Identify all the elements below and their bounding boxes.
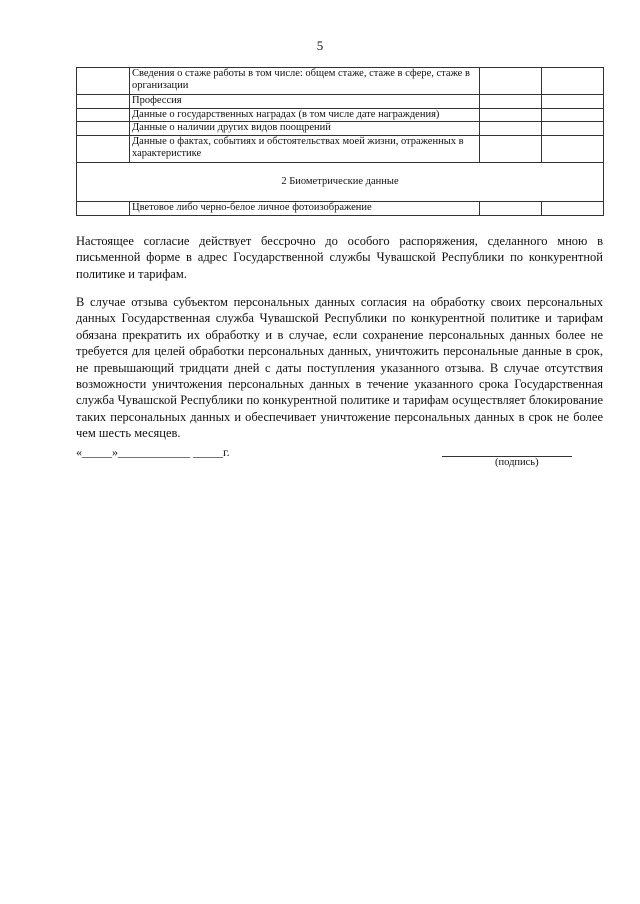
row-number-cell xyxy=(77,109,130,122)
data-category-cell: Сведения о стаже работы в том числе: общем стаже, стаже в сфере, стаже в организации xyxy=(130,68,480,95)
data-category-cell: Данные о фактах, событиях и обстоятельствах моей жизни, отраженных в характеристике xyxy=(130,136,480,163)
mark-cell xyxy=(542,68,604,95)
data-category-cell: Данные о наличии других видов поощрений xyxy=(130,122,480,136)
section-title: 2 Биометрические данные xyxy=(77,163,604,202)
row-number-cell xyxy=(77,136,130,163)
mark-cell xyxy=(542,202,604,216)
mark-cell xyxy=(480,122,542,136)
mark-cell xyxy=(480,109,542,122)
row-number-cell xyxy=(77,122,130,136)
table-row xyxy=(77,109,604,122)
row-number-cell xyxy=(77,202,130,216)
consent-validity-paragraph: Настоящее согласие действует бессрочно до особого распоряжения, сделанного мною в письменной форме в адрес Государственной службы Чувашской Республики по конкурентной политике и тарифам. xyxy=(76,234,603,281)
section-row xyxy=(77,163,604,202)
table-row xyxy=(77,122,604,136)
mark-cell xyxy=(542,109,604,122)
mark-cell xyxy=(480,95,542,109)
row-number-cell xyxy=(77,95,130,109)
mark-cell xyxy=(480,68,542,95)
data-category-cell: Профессия xyxy=(130,95,480,109)
date-placeholder: «_____»____________ _____г. xyxy=(76,445,230,459)
table-row xyxy=(77,95,604,109)
consent-withdrawal-paragraph: В случае отзыва субъектом персональных данных согласия на обработку своих персональных данных Государственная служба Чувашской Республики по конкурентной политике и тарифам обязана прекратить их обработку и в случае, если сохранение персональных данных более не требуется для целей обработки персональных данных, уничтожить персональные данные в срок, не превышающий тридцати дней с даты поступления указанного отзыва. В случае отсутствия возможности уничтожения персональных данных в течение указанного срока Государственная служба Чувашской Республики по конкурентной политике и тарифам осуществляет блокирование таких персональных данных и обеспечивает уничтожение персональных данных в срок не более чем шесть месяцев. xyxy=(76,295,603,441)
personal-data-table xyxy=(76,67,604,216)
mark-cell xyxy=(542,122,604,136)
data-category-cell: Цветовое либо черно-белое личное фотоизображение xyxy=(130,202,480,216)
mark-cell xyxy=(480,202,542,216)
page-number: 5 xyxy=(316,38,324,53)
mark-cell xyxy=(542,95,604,109)
table-row xyxy=(77,202,604,216)
table-body xyxy=(77,68,604,216)
signature-caption: (подпись) xyxy=(495,457,539,468)
data-category-cell: Данные о государственных наградах (в том числе дате награждения) xyxy=(130,109,480,122)
table-row xyxy=(77,68,604,95)
row-number-cell xyxy=(77,68,130,95)
table-row xyxy=(77,136,604,163)
mark-cell xyxy=(542,136,604,163)
mark-cell xyxy=(480,136,542,163)
